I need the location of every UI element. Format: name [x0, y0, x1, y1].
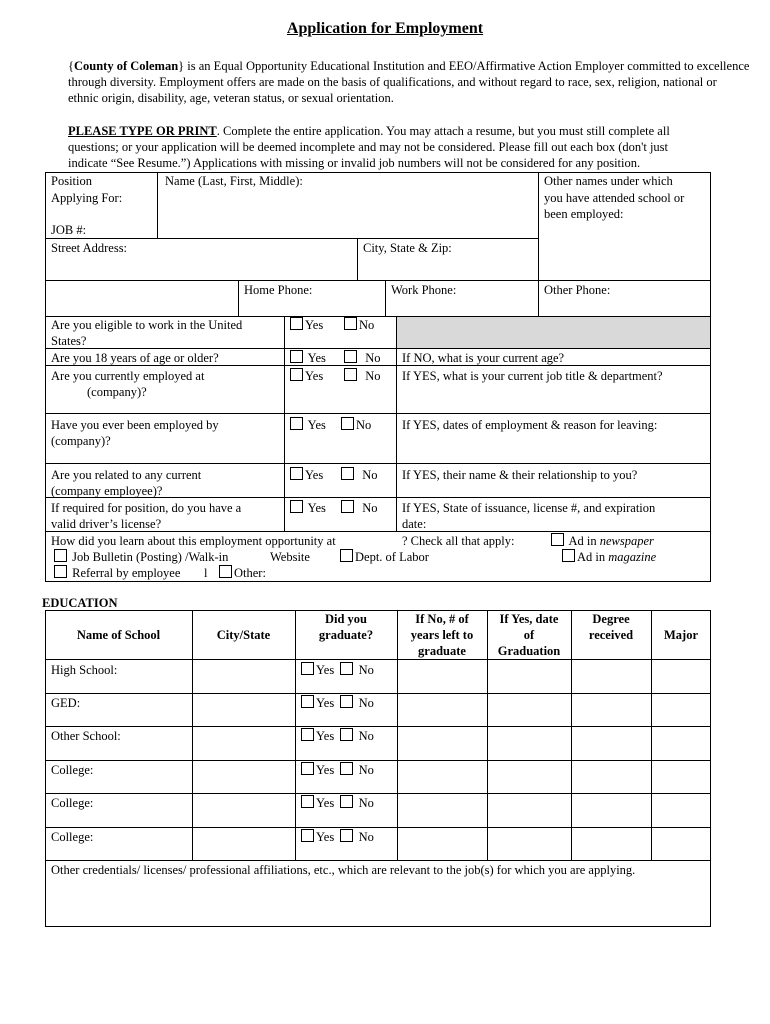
col-school: Name of School: [76, 628, 161, 642]
q-license-no[interactable]: No: [341, 500, 378, 516]
checkbox-icon: [290, 500, 303, 513]
q-related-yes[interactable]: Yes: [290, 467, 323, 483]
checkbox-icon: [301, 695, 314, 708]
checkbox-icon: [344, 317, 357, 330]
q-prior-employment-label-2: (company)?: [51, 434, 111, 448]
eeo-text: is an Equal Opportunity Educational Institution and EEO/Affirmative Action Employer committed to excellence through diversity. Employment offers are made on the basis of qualifications, and without regard to race, sex, religion, national or ethnic origin, disability, age, veteran status, or sexual orientation.: [68, 59, 750, 105]
q-license-label-2: valid driver’s license?: [51, 517, 162, 531]
page-title: Application for Employment: [286, 20, 484, 37]
q-prior-employment-yes[interactable]: Yes: [290, 417, 326, 433]
row-label: College:: [51, 763, 94, 777]
col-graduated: Did you graduate?: [318, 612, 374, 642]
q-employed-label-1: Are you currently employed at: [51, 369, 205, 383]
checkbox-icon: [54, 549, 67, 562]
graduated-yes-no[interactable]: Yes No: [301, 762, 374, 778]
job-bulletin-option[interactable]: Job Bulletin (Posting) /Walk-in: [54, 549, 228, 565]
home-phone-field[interactable]: Home Phone:: [244, 283, 313, 297]
instructions-line2: questions; or your application will be deemed incomplete and may not be considered. Please fill out each box (don't just: [68, 140, 669, 154]
graduated-yes-no[interactable]: Yes No: [301, 829, 374, 845]
row-label: College:: [51, 796, 94, 810]
q-related-label-1: Are you related to any current: [51, 468, 202, 482]
city-state-zip-field[interactable]: City, State & Zip:: [363, 241, 452, 255]
q-age-yes[interactable]: Yes: [290, 350, 326, 366]
dept-labor-option[interactable]: Dept. of Labor: [340, 549, 429, 565]
position-label: Position: [51, 174, 92, 188]
q-license-label-1: If required for position, do you have a: [51, 501, 242, 515]
checkbox-icon: [344, 350, 357, 363]
checkbox-icon: [290, 467, 303, 480]
checkbox-icon: [340, 829, 353, 842]
other-option[interactable]: Other:: [219, 565, 266, 581]
checkbox-icon: [290, 417, 303, 430]
eeo-statement: {County of Coleman} is an Equal Opportunity Educational Institution and EEO/Affirmative Action Employer committed to excellence through diversity. Employment offers are made on the basis of qualifications, and without regard to race, sex, religion, national or ethnic origin, disability, age, veteran status, or sexual orientation.: [68, 59, 750, 105]
website-option[interactable]: Website: [270, 550, 310, 564]
q-employed-followup[interactable]: If YES, what is your current job title & department?: [402, 369, 663, 383]
checkbox-icon: [54, 565, 67, 578]
other-credentials-field[interactable]: Other credentials/ licenses/ professional affiliations, etc., which are relevant to the job(s) for which you are applying.: [51, 863, 636, 877]
col-degree: Degree received: [588, 612, 634, 642]
checkbox-icon: [344, 368, 357, 381]
q-age-followup[interactable]: If NO, what is your current age?: [402, 351, 565, 365]
ad-newspaper-option[interactable]: Ad in newspaper: [551, 533, 654, 549]
street-address-field[interactable]: Street Address:: [51, 241, 128, 255]
row-label: GED:: [51, 696, 81, 710]
name-field[interactable]: Name (Last, First, Middle):: [165, 174, 303, 188]
row-label: High School:: [51, 663, 118, 677]
checkbox-icon: [340, 728, 353, 741]
row-label: Other School:: [51, 729, 121, 743]
checkbox-icon: [340, 695, 353, 708]
col-grad-date: If Yes, date of Graduation: [497, 612, 561, 658]
q-prior-employment-no[interactable]: No: [341, 417, 371, 433]
q-age-label: Are you 18 years of age or older?: [51, 351, 219, 365]
organization-name: County of Coleman: [74, 59, 179, 73]
checkbox-icon: [341, 500, 354, 513]
q-eligible-label-2: States?: [51, 334, 87, 348]
q-license-followup-1[interactable]: If YES, State of issuance, license #, and expiration: [402, 501, 656, 515]
applying-for-label: Applying For:: [51, 191, 123, 205]
other-names-label-1: Other names under which: [544, 174, 673, 188]
q-eligible-label-1: Are you eligible to work in the United: [51, 318, 243, 332]
q-employed-no[interactable]: No: [344, 368, 381, 384]
graduated-yes-no[interactable]: Yes No: [301, 662, 374, 678]
q-related-no[interactable]: No: [341, 467, 378, 483]
graduated-yes-no[interactable]: Yes No: [301, 795, 374, 811]
separator-mark: l: [204, 566, 208, 580]
row-label: College:: [51, 830, 94, 844]
col-major: Major: [663, 628, 698, 642]
q-related-label-2: (company employee)?: [51, 484, 163, 498]
q-employed-label-2: (company)?: [87, 385, 147, 399]
checkbox-icon: [290, 350, 303, 363]
checkbox-icon: [301, 829, 314, 842]
checkbox-icon: [301, 762, 314, 775]
education-heading: EDUCATION: [42, 596, 118, 610]
q-eligible-no[interactable]: No: [344, 317, 374, 333]
col-years-left: If No, # of years left to graduate: [410, 612, 474, 658]
instructions-line1: . Complete the entire application. You may attach a resume, but you must still complete all: [216, 124, 670, 138]
checkbox-icon: [301, 728, 314, 741]
checkbox-icon: [340, 795, 353, 808]
q-related-followup[interactable]: If YES, their name & their relationship to you?: [402, 468, 638, 482]
checkbox-icon: [290, 317, 303, 330]
checkbox-icon: [340, 762, 353, 775]
learn-check-all: ? Check all that apply:: [402, 534, 515, 548]
q-license-yes[interactable]: Yes: [290, 500, 326, 516]
instructions-lead: PLEASE TYPE OR PRINT: [68, 124, 217, 138]
job-number-field[interactable]: JOB #:: [51, 223, 87, 237]
checkbox-icon: [290, 368, 303, 381]
graduated-yes-no[interactable]: Yes No: [301, 728, 374, 744]
q-prior-employment-followup[interactable]: If YES, dates of employment & reason for leaving:: [402, 418, 658, 432]
work-phone-field[interactable]: Work Phone:: [391, 283, 457, 297]
checkbox-icon: [341, 417, 354, 430]
ad-magazine-option[interactable]: Ad in magazine: [562, 549, 656, 565]
col-city-state: City/State: [216, 628, 271, 642]
graduated-yes-no[interactable]: Yes No: [301, 695, 374, 711]
checkbox-icon: [340, 549, 353, 562]
other-names-label-2: you have attended school or: [544, 191, 685, 205]
shaded-cell: [397, 317, 710, 348]
q-prior-employment-label-1: Have you ever been employed by: [51, 418, 219, 432]
checkbox-icon: [562, 549, 575, 562]
learn-question: How did you learn about this employment opportunity at: [51, 534, 336, 548]
checkbox-icon: [301, 795, 314, 808]
q-eligible-yes[interactable]: Yes: [290, 317, 323, 333]
education-table: [45, 610, 711, 927]
other-names-field[interactable]: been employed:: [544, 207, 624, 221]
checkbox-icon: [551, 533, 564, 546]
checkbox-icon: [340, 662, 353, 675]
checkbox-icon: [341, 467, 354, 480]
instructions: [68, 123, 750, 171]
q-employed-yes[interactable]: Yes: [290, 368, 323, 384]
instructions-line3: indicate “See Resume.”) Applications with missing or invalid job numbers will not be considered for any position.: [68, 156, 641, 170]
referral-option[interactable]: Referral by employee: [54, 565, 180, 581]
q-license-followup-2: date:: [402, 517, 427, 531]
checkbox-icon: [219, 565, 232, 578]
checkbox-icon: [301, 662, 314, 675]
other-phone-field[interactable]: Other Phone:: [544, 283, 611, 297]
q-age-no[interactable]: No: [344, 350, 381, 366]
